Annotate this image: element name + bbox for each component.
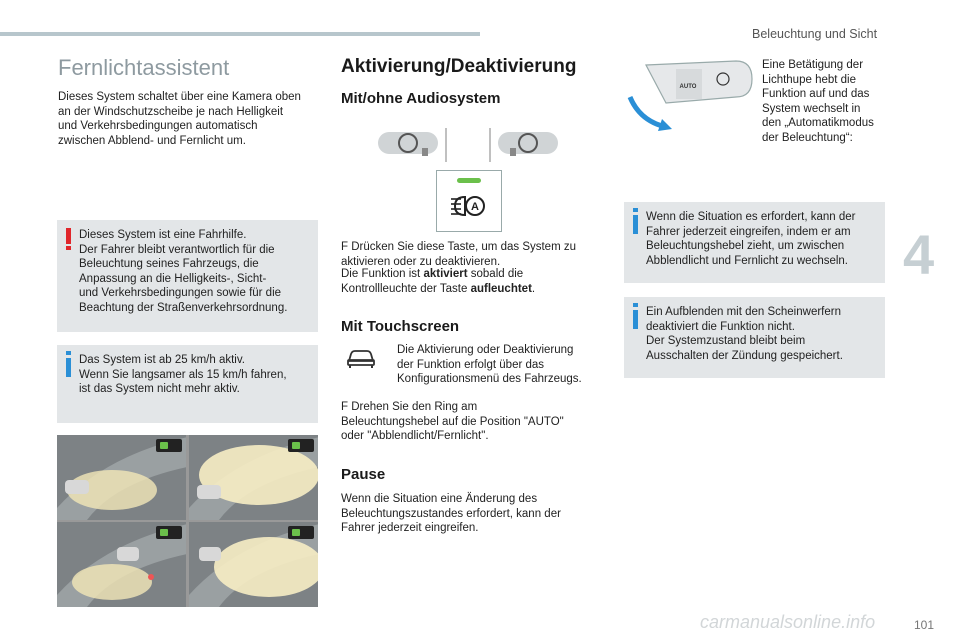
high-beam-assist-button[interactable] [436, 170, 502, 232]
steering-wheel-icon [378, 128, 458, 164]
info-note-override [624, 202, 885, 283]
press-instruction: F Drücken Sie diese Taste, um das System zu aktivieren oder zu deaktivieren. [341, 241, 576, 268]
svg-text:AUTO: AUTO [679, 84, 697, 90]
info-icon [633, 303, 638, 329]
high-beam-assist-icon [156, 439, 182, 452]
activation-status: Die Funktion ist aktiviert sobald die Kontrollleuchte der Taste aufleuchtet. [341, 268, 536, 295]
flash-text: Eine Betätigung der Lichthupe hebt die Funktion auf und das System wechselt in den „Automatikmodus der Beleuchtung“: [762, 59, 874, 144]
warning-icon [66, 228, 71, 250]
section-title: Beleuchtung und Sicht [752, 27, 878, 41]
high-beam-assist-icon [288, 526, 314, 539]
info-text-override: Wenn die Situation es erfordert, kann der Fahrer jederzeit eingreifen, indem er am Beleuchtungshebel zieht, um zwischen Abblendlicht und Fernlicht zu wechseln. [646, 211, 856, 267]
watermark: carmanualsonline.info [700, 612, 876, 632]
info-icon [66, 351, 71, 377]
illustration-2 [189, 435, 318, 520]
chapter-number: 4 [903, 223, 935, 286]
subheading-touchscreen: Mit Touchscreen [341, 318, 460, 335]
illustration-3 [57, 522, 186, 607]
info-note-speed [57, 345, 318, 423]
page-number: 101 [914, 618, 935, 632]
illustration-1 [57, 435, 186, 520]
pause-text: Wenn die Situation eine Änderung des Beleuchtungszustandes erfordert, kann der Fahrer jederzeit eingreifen. [341, 493, 561, 534]
header-bar [0, 32, 480, 36]
ring-instruction: F Drehen Sie den Ring am Beleuchtungshebel auf die Position "AUTO" oder "Abblendlicht/Fernlicht". [341, 401, 564, 442]
intro-paragraph: Dieses System schaltet über eine Kamera oben an der Windschutzscheibe je nach Helligkeit und Verkehrsbedingungen automatisch zwischen Abblend- und Fernlicht um. [58, 91, 301, 147]
subheading-audio: Mit/ohne Audiosystem [341, 90, 501, 107]
info-note-flash [624, 297, 885, 378]
section-heading: Aktivierung/Deaktivierung [341, 56, 577, 77]
car-settings-icon [346, 346, 376, 368]
info-text-flash: Ein Aufblenden mit den Scheinwerfern deaktiviert die Funktion nicht. Der Systemzustand bleibt beim Ausschalten der Zündung gespeichert. [646, 306, 843, 362]
info-text-speed: Das System ist ab 25 km/h aktiv. Wenn Sie langsamer als 15 km/h fahren, ist das System nicht mehr aktiv. [79, 354, 287, 395]
touchscreen-text: Die Aktivierung oder Deaktivierung der Funktion erfolgt über das Konfigurationsmenü des Fahrzeugs. [397, 344, 582, 385]
steering-wheel-icon [480, 128, 560, 164]
info-icon [633, 208, 638, 234]
warning-note [57, 220, 318, 332]
lighting-lever-illustration [626, 57, 756, 132]
headlight-illustrations [57, 435, 318, 607]
button-indicator-led [457, 178, 481, 183]
subheading-pause: Pause [341, 466, 386, 483]
warning-text: Dieses System ist eine Fahrhilfe. Der Fahrer bleibt verantwortlich für die Beleuchtung seines Fahrzeugs, die Anpassung an die Helligkeits-, Sicht- und Verkehrsbedingungen sowie für die Beachtung der Straßenverkehrsordnung. [79, 229, 288, 314]
illustration-4 [189, 522, 318, 607]
high-beam-assist-icon [156, 526, 182, 539]
auto-headlamp-icon [451, 193, 487, 219]
svg-text:A: A [471, 201, 479, 213]
high-beam-assist-icon [288, 439, 314, 452]
page-title: Fernlichtassistent [58, 55, 230, 80]
